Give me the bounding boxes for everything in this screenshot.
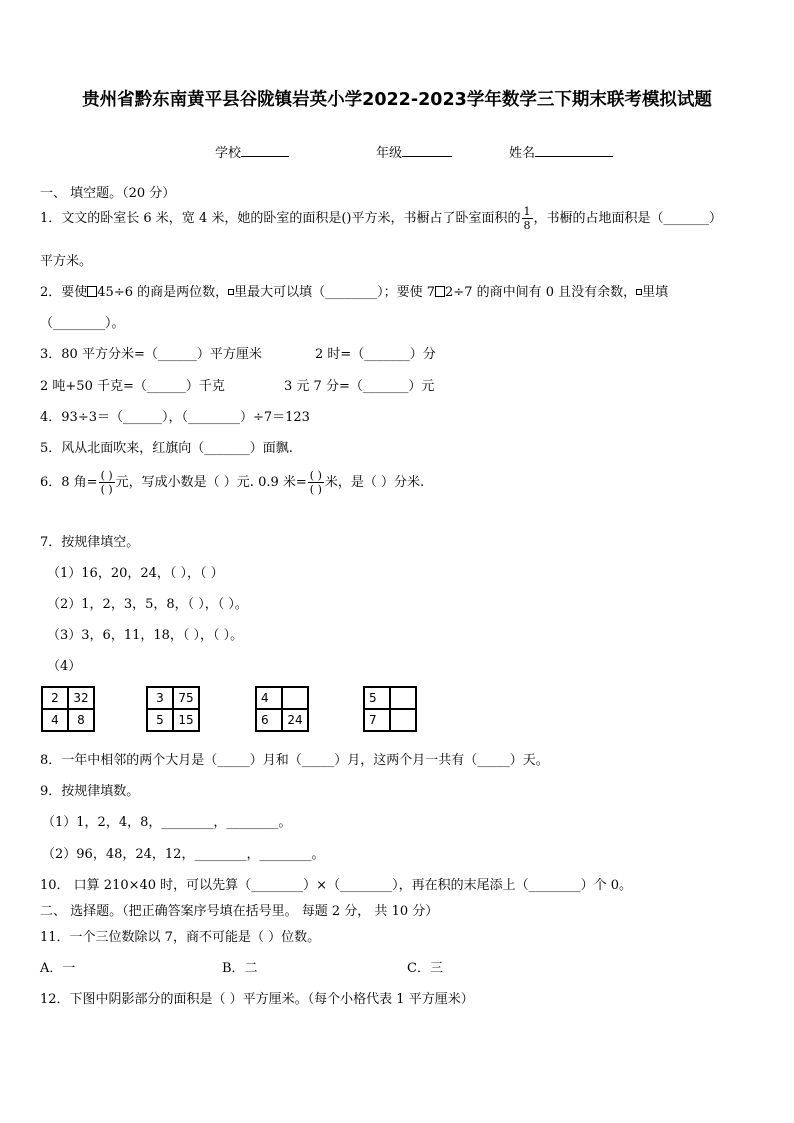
question-12: 12．下图中阴影部分的面积是（ ）平方厘米。（每个小格代表 1 平方厘米） [40,992,474,1007]
grid-cell: 6 [256,709,282,731]
question-3b: 2 时=（_______）分 [315,347,436,362]
name-label: 姓名 [509,146,536,161]
question-10: 10． 口算 210×40 时，可以先算（________）×（________），再在积的末尾添上（________）个 0。 [40,878,632,893]
number-grid [146,686,200,732]
question-8: 8．一年中相邻的两个大月是（_____）月和（_____）月，这两个月一共有（_____）天。 [40,753,549,768]
option-b: B．二 [222,961,258,976]
question-7: 7．按规律填空。 [40,535,140,550]
grid-cell [390,687,416,709]
grid-cell: 24 [282,709,308,731]
question-2-cont: （________）。 [40,316,125,331]
fraction: $\frac{( )}{( )}$ [100,469,113,496]
option-c: C．三 [407,961,443,976]
section-1-heading: 一、 填空题。（20 分） [40,186,176,201]
question-9-1: （1）1，2，4，8，________，________。 [42,815,292,830]
question-11: 11．一个三位数除以 7，商不可能是（ ）位数。 [40,930,321,945]
question-4: 4．93÷3＝（______），（________）÷7＝123 [40,410,310,425]
fraction: $\frac{( )}{( )}$ [309,469,322,496]
number-grid [41,686,95,732]
blank-box-icon [435,286,445,297]
school-label: 学校 [215,146,242,161]
grid-cell: 75 [173,687,199,709]
question-1: 1．文文的卧室长 6 米，宽 4 米，她的卧室的面积是()平方米，书橱占了卧室面积的 $\frac{1}{8}$ ，书橱的占地面积是（_______） [40,205,723,232]
grid-cell: 5 [364,687,390,709]
grid-cell [390,709,416,731]
question-1-cont: 平方米。 [40,254,93,269]
grid-cell: 15 [173,709,199,731]
question-3a: 3．80 平方分米=（______）平方厘米 [40,347,262,362]
question-9-2: （2）96，48，24，12，________，________。 [42,847,325,862]
grid-cell: 7 [364,709,390,731]
grid-cell: 2 [42,687,68,709]
grade-label: 年级 [376,146,403,161]
school-field [215,142,289,161]
question-7-2: （2）1，2，3，5，8，（ ），（ ）。 [47,597,248,612]
grid-cell: 4 [42,709,68,731]
question-7-3: （3）3，6，11，18，（ ），（ ）。 [47,628,244,643]
question-9: 9．按规律填数。 [40,784,140,799]
grid-cell: 4 [256,687,282,709]
number-grid [363,686,417,732]
section-2-heading: 二、 选择题。（把正确答案序号填在括号里。 每题 2 分， 共 10 分） [40,904,439,919]
grid-cell: 5 [147,709,173,731]
grid-cell [282,687,308,709]
grid-cell: 8 [68,709,94,731]
name-field [509,142,613,161]
question-7-4: （4） [47,659,82,674]
question-3d: 3 元 7 分=（_______）元 [284,379,435,394]
question-3c: 2 吨+50 千克=（______）千克 [40,379,225,394]
grade-field [376,142,452,161]
grid-cell: 3 [147,687,173,709]
option-a: A．一 [40,961,76,976]
question-6: 6．8 角= $\frac{( )}{( )}$ 元，写成小数是（ ）元. 0.9 米= $\frac{( )}{( )}$ 米，是（ ）分米. [40,469,425,496]
question-5: 5．风从北面吹来，红旗向（_______）面飘. [40,441,293,456]
number-grid [255,686,309,732]
blank-box-icon [87,286,97,297]
question-2: 2．要使 45÷6 的商是两位数， 里最大可以填（________）；要使 7 2÷7 的商中间有 0 且没有余数， 里填 [40,285,669,300]
question-7-1: （1）16，20，24，（ ），（ ） [47,566,224,581]
exam-title: 贵州省黔东南黄平县谷陇镇岩英小学2022-2023学年数学三下期末联考模拟试题 [82,90,712,110]
grid-cell: 32 [68,687,94,709]
fraction: $\frac{1}{8}$ [523,205,531,232]
